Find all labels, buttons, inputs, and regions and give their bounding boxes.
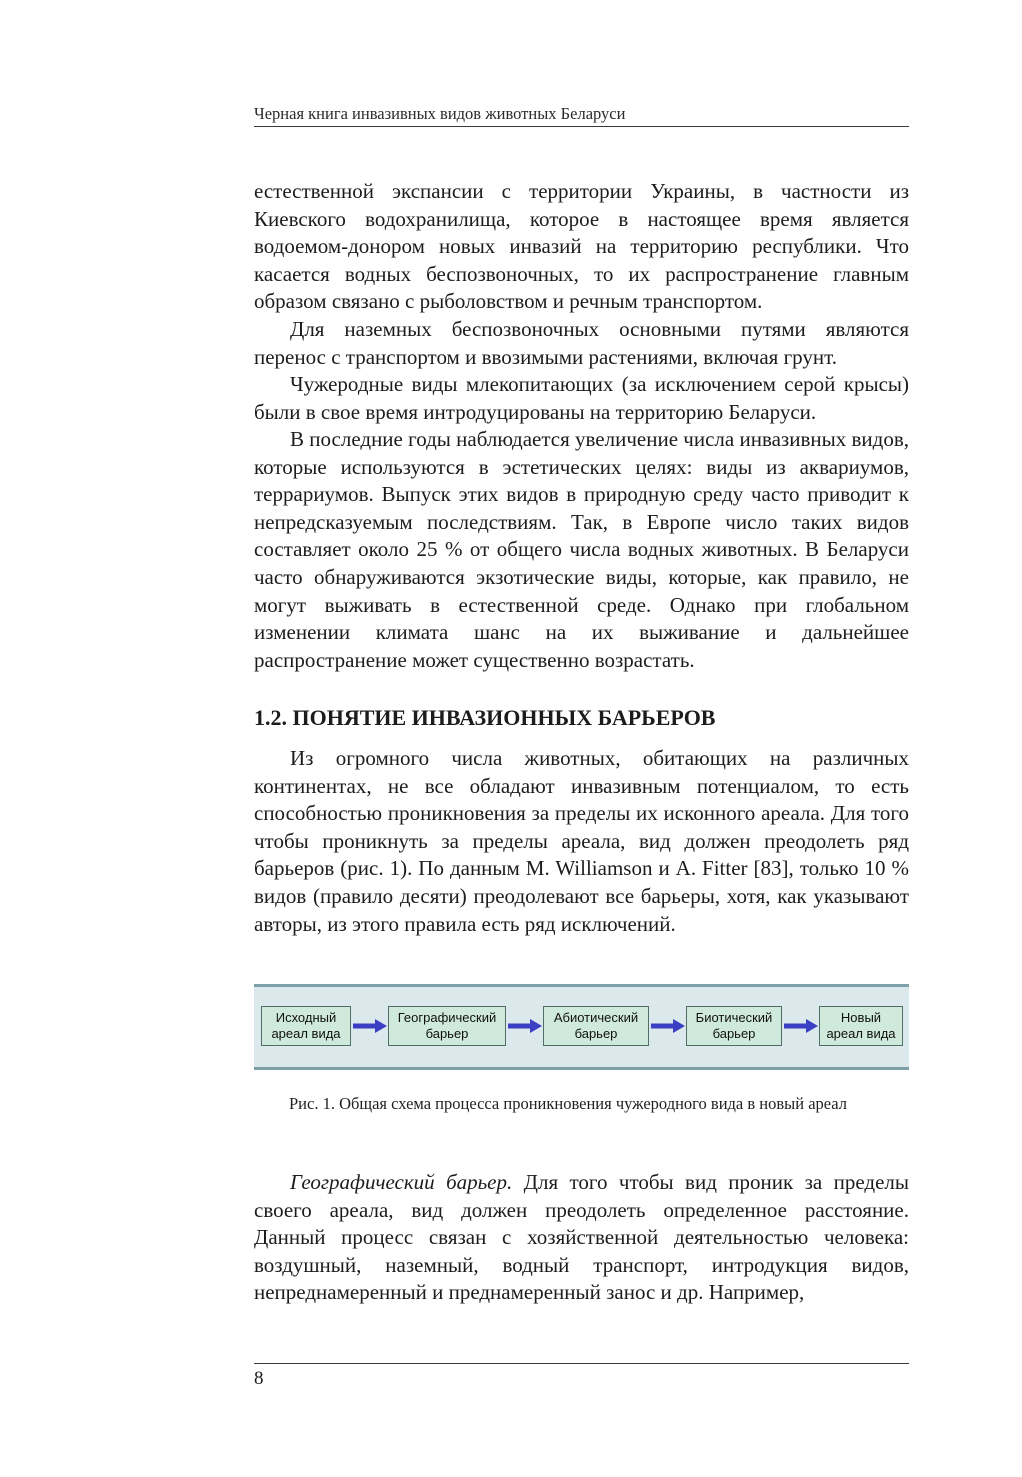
node-abiotic-barrier: Абиотический барьер: [543, 1006, 649, 1046]
arrow-right-icon: [649, 1016, 687, 1036]
figure-diagram: [254, 984, 909, 1070]
paragraph-4: В последние годы наблюдается увеличение числа инвазивных видов, которые используются в эстетических целях: виды из аквариумов, террариумов. Выпуск этих видов в природную среду часто приводит к непредсказуемым последствиям. Так, в Европе число таких видов составляет около 25 % от общего числа водных животных. В Беларуси часто обнаруживаются экзотические виды, которые, как правило, не могут выживать в естественной среде. Однако при глобальном изменении климата шанс на их выживание и дальнейшее распространение может существенно возрастать.: [254, 427, 909, 672]
italic-lead: Географический барьер.: [290, 1170, 513, 1194]
figure-caption: Рис. 1. Общая схема процесса проникновения чужеродного вида в новый ареал: [289, 1094, 848, 1113]
node-biotic-barrier: Биотический барьер: [686, 1006, 782, 1046]
paragraph-section: Из огромного числа животных, обитающих на различных континентах, не все обладают инвазивным потенциалом, то есть способностью проникновения за пределы их исконного ареала. Для того чтобы проникнуть за пределы ареала, вид должен преодолеть ряд барьеров (рис. 1). По данным M. Williamson и A. Fitter [83], только 10 % видов (правило десяти) преодолевают все барьеры, хотя, как указывают авторы, из этого правила есть ряд исключений.: [254, 746, 909, 936]
node-new-range: Новый ареал вида: [819, 1006, 903, 1046]
page-number: 8: [254, 1368, 264, 1389]
paragraph-2: Для наземных беспозвоночных основными путями являются перенос с транспортом и ввозимыми растениями, включая грунт.: [254, 317, 909, 369]
paragraph-3: Чужеродные виды млекопитающих (за исключением серой крысы) были в свое время интродуцированы на территорию Беларуси.: [254, 372, 909, 424]
paragraph-last-text: Для того чтобы вид проник за пределы своего ареала, вид должен преодолеть определенное расстояние. Данный процесс связан с хозяйственной деятельностью человека: воздушный, наземный, водный транспорт, интродукция видов, непреднамеренный и преднамеренный занос и др. Например,: [254, 1170, 909, 1305]
section-heading: 1.2. ПОНЯТИЕ ИНВАЗИОННЫХ БАРЬЕРОВ: [254, 705, 716, 730]
document-page: [254, 0, 909, 1477]
running-title: Черная книга инвазивных видов животных Беларуси: [254, 104, 626, 123]
node-geographic-barrier: Географический барьер: [388, 1006, 506, 1046]
arrow-right-icon: [782, 1016, 820, 1036]
paragraph-1: естественной экспансии с территории Украины, в частности из Киевского водохранилища, которое в настоящее время является водоемом-донором новых инвазий на территорию республики. Что касается водных беспозвоночных, то их распространение главным образом связано с рыболовством и речным транспортом.: [254, 179, 909, 314]
arrow-right-icon: [351, 1016, 389, 1036]
paragraph-last: [254, 1169, 909, 1307]
arrow-right-icon: [506, 1016, 544, 1036]
header-rule: [254, 126, 909, 127]
node-source-range: Исходный ареал вида: [261, 1006, 351, 1046]
footer-rule: [254, 1363, 909, 1364]
